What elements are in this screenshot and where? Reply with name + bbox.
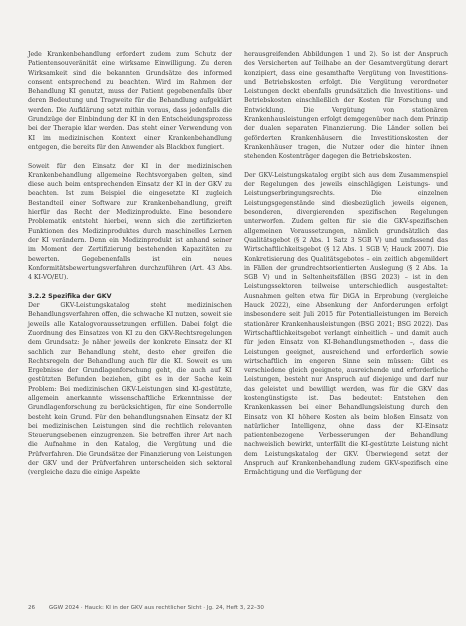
- page-footer: [28, 605, 264, 611]
- paragraph: Der GKV-Leistungskatalog steht medizinischen Behandlungsverfahren offen, die schwache KI nutzen, soweit sie jeweils alle Katalogvoraussetzungen erfüllen. Dabei folgt die Zuordnung des Einsatzes von KI zu den GKV-Rechtsregelungen dem Grundsatz: Je näher jeweils der konkrete Einsatz der KI sachlich zur Behandlung steht, desto eher greifen die Rechtsregeln der Behandlung auch für die KI. Soweit es um Ergebnisse der Grundlagenforschung geht, die auch auf KI gestützten Befunden beziehen, gibt es in der Sache kein Problem: Bei medizinischen GKV-Leistungen sind Kl-gestützte, allgemein anerkannte wissenschaftliche Erkenntnisse der Grundlagenforschung zu berücksichtigen, für eine Sonderrolle besteht kein Grund. Für den behandlungsnahen Einsatz der KI bei medizinischen Leistungen sind die rechtlich relevanten Steuerungsebenen einzugrenzen. Sie betreffen ihrer Art nach die Aufnahme in den Katalog, die Vergütung und die Prüfverfahren. Die Grundsätze der Finanzierung von Leistungen der GKV und der Prüfverfahren unterscheiden sich sektoral (vergleiche dazu die einige Aspekte: [28, 302, 232, 477]
- section-heading: 3.2.2 Spezifika der GKV: [28, 292, 112, 300]
- footer-citation: GGW 2024 · Hauck: KI in der GKV aus rechtlicher Sicht · Jg. 24, Heft 3, 22–30: [48, 605, 264, 611]
- paragraph: herausgreifenden Abbildungen 1 und 2). So ist der Anspruch des Versicherten auf Teilhabe an der Gesamtvergütung derart konzipiert, dass eine gesamthafte Vergütung von Investitions- und Betriebskosten erfolgt. Die Vergütung verordneter Leistungen deckt ebenfalls grundsätzlich die Investitions- und Betriebskosten einschließlich der Kosten für Forschung und Entwicklung. Die Vergütung von stationären Krankenhausleistungen erfolgt demgegenüber nach dem Prinzip der dualen separaten Finanzierung. Die Länder sollen bei geförderten Krankenhäusern die Investitionskosten der Krankenhäuser tragen, die Nutzer oder die hinter ihnen stehenden Kostenträger dagegen die Betriebskosten.: [244, 51, 448, 161]
- paragraph: Jede Krankenbehandlung erfordert zudem zum Schutz der Patientensouveränität eine wirksame Einwilligung. Zu deren Wirksamkeit sind die bekannten Grundsätze des informed consent entsprechend zu beachten. Wird im Rahmen der Behandlung KI genutzt, muss der Patient gegebenenfalls über deren Bedeutung und Tragweite für die Behandlung aufgeklärt werden. Die Aufklärung setzt mithin voraus, dass jedenfalls die Grundzüge der Einbindung der KI in den Entscheidungsprozess bei der Therapie klar werden. Das steht einer Verwendung von KI im medizinischen Kontext einer Krankenbehandlung entgegen, die bereits für den Anwender als Blackbox fungiert.: [28, 51, 232, 151]
- paragraph: Der GKV-Leistungskatalog ergibt sich aus dem Zusammenspiel der Regelungen des jeweils einschlägigen Leistungs- und Leistungserbringungsrechts. Die einzelnen Leistungsgegenstände sind diesbezüglich jeweils eigenen, besonderen, divergierenden spezifischen Regelungen unterworfen. Zudem gelten für sie die GKV-spezifischen allgemeinen Voraussetzungen, nämlich grundsätzlich das Qualitätsgebot (§ 2 Abs. 1 Satz 3 SGB V) und umfassend das Wirtschaftlichkeitsgebot (§ 12 Abs. 1 SGB V; Hauck 2007). Die Konkretisierung des Qualitätsgebotes – ein zeitlich abgemildert in Fällen der grundrechtsorientierten Auslegung (§ 2 Abs. 1a SGB V) und in Seltenheitsfällen (BSG 2023) – ist in den Leistungssektoren teilweise unterschiedlich ausgestaltet: Ausnahmen gelten etwa für DiGA in Erprobung (vergleiche Hauck 2022), eine Absenkung der Anforderungen erfolgt insbesondere seit Juli 2015 für Potentialleistungen im Bereich stationärer Krankenhausleistungen (BSG 2021; BSG 2022). Das Wirtschaftlichkeitsgebot verlangt einheitlich – und damit auch für jeden Einsatz von KI-Behandlungsmethoden –, dass die Leistungen geeignet, ausreichend und erforderlich sowie wirtschaftlich im engeren Sinne sein müssen: Gibt es verschiedene gleich geeignete, ausreichende und erforderliche Leistungen, besteht nur Anspruch auf diejenige und darf nur das geleistet und bewilligt werden, was für die GKV das kostengünstigste ist. Das bedeutet: Entstehen den Krankenkassen bei einer Behandlungsleistung durch den Einsatz von KI höhere Kosten als beim bloßen Einsatz von natürlicher Intelligenz, ohne dass der KI-Einsatz patientenbezogene Verbesserungen der Behandlung nachweislich bewirkt, unterfällt die KI-gestützte Leistung nicht dem Leistungskatalog der GKV. Überwiegend setzt der Anspruch auf Krankenbehandlung zudem GKV-spezifisch eine Ermächtigung und die Verfügung der: [244, 171, 448, 477]
- paragraph: Soweit für den Einsatz der KI in der medizinischen Krankenbehandlung allgemeine Rechtsvorgaben gelten, sind diese auch beim entsprechenden Einsatz der KI in der GKV zu beachten. Ist zum Beispiel die eingesetzte KI zugleich Bestandteil einer Software zur Krankenbehandlung, greift hierfür das Recht der Medizinprodukte. Eine besondere Problematik entsteht hierbei, wenn sich die zertifizierten Funktionen des Medizinproduktes durch maschinelles Lernen der KI verändern. Denn ein Medizinprodukt ist anhand seiner im Moment der Zertifizierung bestehenden Kapazitäten zu bewerten. Gegebenenfalls ist ein neues Konformitätsbewertungsverfahren durchzuführen (Art. 43 Abs. 4 KI-VO/EU).: [28, 162, 232, 282]
- right-column: [244, 50, 448, 478]
- page-number: 26: [28, 605, 36, 611]
- left-column: [28, 50, 232, 478]
